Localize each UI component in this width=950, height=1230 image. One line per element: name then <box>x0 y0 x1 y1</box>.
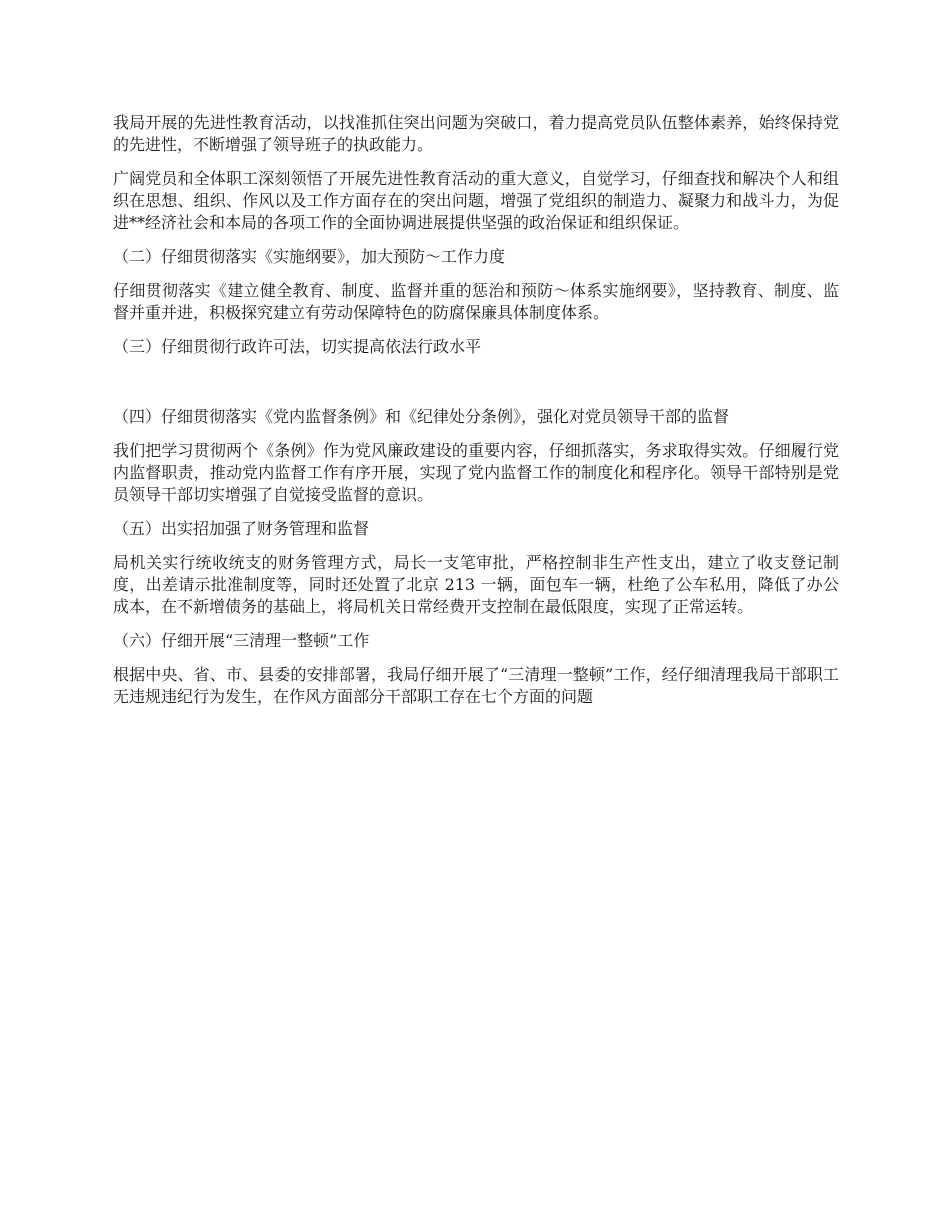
section-heading-5: （五）出实招加强了财务管理和监督 <box>113 519 370 538</box>
paragraph-cleanup: 根据中央、省、市、县委的安排部署，我局仔细开展了“三清理一整顿”工作，经仔细清理我局干部职工无违规违纪行为发生，在作风方面部分干部职工存在七个方面的问题 <box>113 665 839 706</box>
section-heading-3: （三）仔细贯彻行政许可法，切实提高依法行政水平 <box>113 337 482 356</box>
document-body <box>113 112 839 720</box>
section-heading-6: （六）仔细开展“三清理一整顿”工作 <box>113 631 370 650</box>
paragraph-party-members: 广阔党员和全体职工深刻领悟了开展先进性教育活动的重大意义，自觉学习，仔细查找和解决个人和组织在思想、组织、作风以及工作方面存在的突出问题，增强了党组织的制造力、凝聚力和战斗力，为促进**经济社会和本局的各项工作的全面协调进展提供坚强的政治保证和组织保证。 <box>113 169 839 232</box>
paragraph-regulations: 我们把学习贯彻两个《条例》作为党风廉政建设的重要内容，仔细抓落实，务求取得实效。仔细履行党内监督职责，推动党内监督工作有序开展，实现了党内监督工作的制度化和程序化。领导干部特别是党员领导干部切实增强了自觉接受监督的意识。 <box>113 441 839 504</box>
paragraph-finance: 局机关实行统收统支的财务管理方式，局长一支笔审批，严格控制非生产性支出，建立了收支登记制度，出差请示批准制度等，同时还处置了北京 213 一辆，面包车一辆，杜绝了公车私用，降低了办公成本，在不新增债务的基础上，将局机关日常经费开支控制在最低限度，实现了正常运转。 <box>113 553 839 616</box>
section-heading-2: （二）仔细贯彻落实《实施纲要》，加大预防～工作力度 <box>113 247 506 266</box>
section-heading-4: （四）仔细贯彻落实《党内监督条例》和《纪律处分条例》，强化对党员领导干部的监督 <box>113 407 730 426</box>
paragraph-education-activity: 我局开展的先进性教育活动，以找准抓住突出问题为突破口，着力提高党员队伍整体素养，始终保持党的先进性，不断增强了领导班子的执政能力。 <box>113 113 839 154</box>
blank-space <box>113 370 839 406</box>
paragraph-implementation-outline: 仔细贯彻落实《建立健全教育、制度、监督并重的惩治和预防～体系实施纲要》，坚持教育、制度、监督并重并进，积极探究建立有劳动保障特色的防腐保廉具体制度体系。 <box>113 281 839 322</box>
